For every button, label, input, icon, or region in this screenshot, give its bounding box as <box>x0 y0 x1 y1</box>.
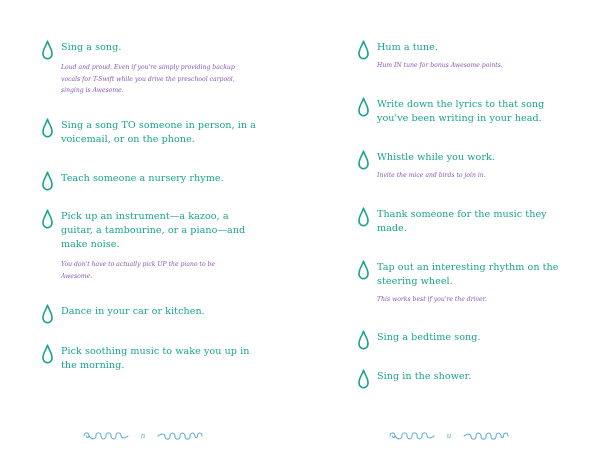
page-number: u <box>446 432 452 440</box>
item-note: This works best if you're the driver. <box>377 296 487 303</box>
item-title: Sing in the shower. <box>377 371 472 382</box>
water-drop-icon <box>358 150 369 170</box>
item-title: Thank someone for the music they made. <box>377 209 547 234</box>
page-footer <box>82 426 204 446</box>
item-title: Dance in your car or kitchen. <box>61 306 205 317</box>
water-drop-icon <box>358 97 369 117</box>
water-drop-icon <box>358 260 369 280</box>
right-page <box>300 0 600 464</box>
item-title: Sing a song. <box>61 42 122 53</box>
item-title: Tap out an interesting rhythm on the steering wheel. <box>377 262 559 287</box>
item-title: Teach someone a nursery rhyme. <box>61 173 224 184</box>
water-drop-icon <box>358 40 369 60</box>
water-drop-icon <box>358 330 369 350</box>
item-title: Write down the lyrics to that song you've been writing in your head. <box>377 99 545 124</box>
swirl-ornament-icon <box>388 429 436 443</box>
water-drop-icon <box>42 209 53 229</box>
water-drop-icon <box>42 304 53 324</box>
page-number: n <box>140 432 146 440</box>
item-title: Hum a tune. <box>377 42 438 53</box>
item-title: Sing a bedtime song. <box>377 332 481 343</box>
item-note: Hum IN tune for bonus Awesome points. <box>377 62 503 69</box>
item-note: Invite the mice and birds to join in. <box>377 172 486 179</box>
swirl-ornament-icon <box>82 429 130 443</box>
water-drop-icon <box>42 118 53 138</box>
water-drop-icon <box>358 207 369 227</box>
item-title: Pick soothing music to wake you up in the morning. <box>61 346 250 371</box>
swirl-ornament-icon <box>462 429 510 443</box>
water-drop-icon <box>42 40 53 60</box>
swirl-ornament-icon <box>156 429 204 443</box>
water-drop-icon <box>42 344 53 364</box>
item-title: Pick up an instrument—a kazoo, a guitar, a tambourine, or a piano—and make noise. <box>61 211 246 250</box>
water-drop-icon <box>358 369 369 389</box>
item-note: Loud and proud. Even if you're simply providing backup vocals for T-Swift while you drive the preschool carpool, singing is Awesome. <box>61 64 235 94</box>
item-title: Whistle while you work. <box>377 152 495 163</box>
page-footer <box>388 426 510 446</box>
water-drop-icon <box>42 171 53 191</box>
item-title: Sing a song TO someone in person, in a voicemail, or on the phone. <box>61 120 256 145</box>
item-note: You don't have to actually pick UP the piano to be Awesome. <box>61 261 216 280</box>
